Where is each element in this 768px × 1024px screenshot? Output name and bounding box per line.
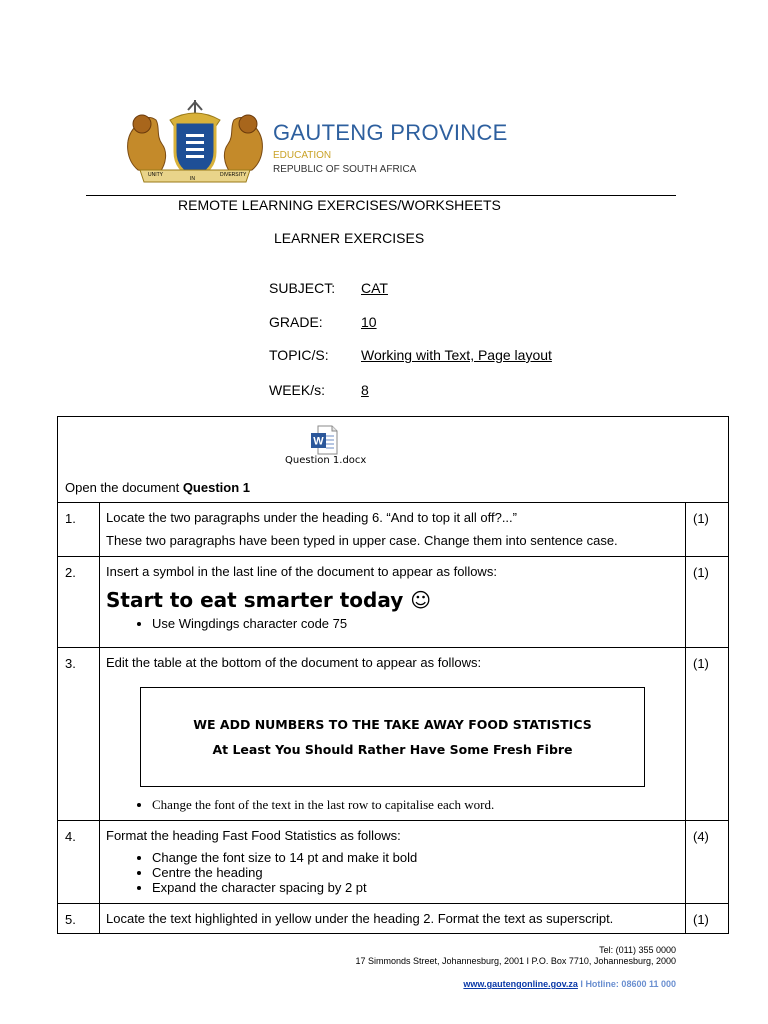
question-row [58,904,729,934]
question-row [58,648,729,821]
question-number: 4. [58,821,100,904]
intro-prefix: Open the document [65,480,183,495]
list-item: • Use Wingdings character code 75 [152,616,679,631]
question-mark: (1) [686,904,729,934]
question-number: 2. [58,557,100,648]
intro-text [65,479,721,496]
attachment-embed[interactable] [65,417,721,475]
example-heading: WE ADD NUMBERS TO THE TAKE AWAY FOOD STATISTICS [193,717,592,732]
list-item: • Change the font of the text in the last row to capitalise each word. [152,797,679,812]
week-label: WEEK/s: [269,382,326,398]
document-subtitle: LEARNER EXERCISES [274,230,425,246]
question-number: 5. [58,904,100,934]
question-number: 3. [58,648,100,821]
question-mark: (1) [686,557,729,648]
subject-value: CAT [361,280,388,296]
instruction-list [106,850,679,895]
question-text: Locate the two paragraphs under the heading 6. “And to top it all off?...” [106,510,517,525]
intro-row [58,417,729,503]
intro-document-name: Question 1 [182,480,250,495]
footer-contact [463,979,676,989]
question-mark: (1) [686,648,729,821]
list-item: • Centre the heading [152,865,679,880]
motto-word: DIVERSITY [220,172,247,178]
week-value: 8 [361,382,369,398]
footer-address: 17 Simmonds Street, Johannesburg, 2001 I P.O. Box 7710, Johannesburg, 2000 [355,956,676,966]
gauteng-logo [120,100,508,186]
question-text: These two paragraphs have been typed in upper case. Change them into sentence case. [106,533,618,548]
footer-telephone: Tel: (011) 355 0000 [599,945,676,955]
footer-separator: I [577,979,586,989]
list-item: • Change the font size to 14 pt and make it bold [152,850,679,865]
example-text: Start to eat smarter today ☺ [106,588,432,612]
question-row [58,503,729,557]
instruction-list [106,616,679,631]
hotline-text: Hotline: 08600 11 000 [585,979,676,989]
document-title: REMOTE LEARNING EXERCISES/WORKSHEETS [178,197,501,213]
question-row [58,557,729,648]
motto-word: IN [190,176,195,182]
question-row [58,821,729,904]
question-number: 1. [58,503,100,557]
example-table-box [140,687,645,787]
question-text: Locate the text highlighted in yellow under the heading 2. Format the text as superscript. [106,911,614,926]
grade-label: GRADE: [269,314,323,330]
question-text: Insert a symbol in the last line of the document to appear as follows: [106,564,497,579]
grade-value: 10 [361,314,377,330]
question-text: Format the heading Fast Food Statistics as follows: [106,828,401,843]
topic-value: Working with Text, Page layout [361,347,552,363]
attachment-filename: Question 1.docx [285,455,367,466]
logo-title: GAUTENG PROVINCE [273,120,508,145]
question-mark: (4) [686,821,729,904]
header-divider [86,195,676,196]
motto-word: UNITY [148,172,163,178]
svg-text:W: W [313,435,324,448]
word-document-icon[interactable] [310,425,338,455]
question-text: Edit the table at the bottom of the document to appear as follows: [106,655,482,670]
instruction-list [106,797,679,812]
exercise-table [57,416,729,934]
question-mark: (1) [686,503,729,557]
example-subheading: At Least You Should Rather Have Some Fresh Fibre [212,742,573,757]
website-link[interactable]: www.gautengonline.gov.za [463,979,578,989]
subject-label: SUBJECT: [269,280,336,296]
list-item: • Expand the character spacing by 2 pt [152,880,679,895]
coat-of-arms-icon [120,100,270,186]
logo-subtitle-education: EDUCATION [273,150,332,161]
topic-label: TOPIC/S: [269,347,329,363]
logo-subtitle-republic: REPUBLIC OF SOUTH AFRICA [273,164,417,175]
